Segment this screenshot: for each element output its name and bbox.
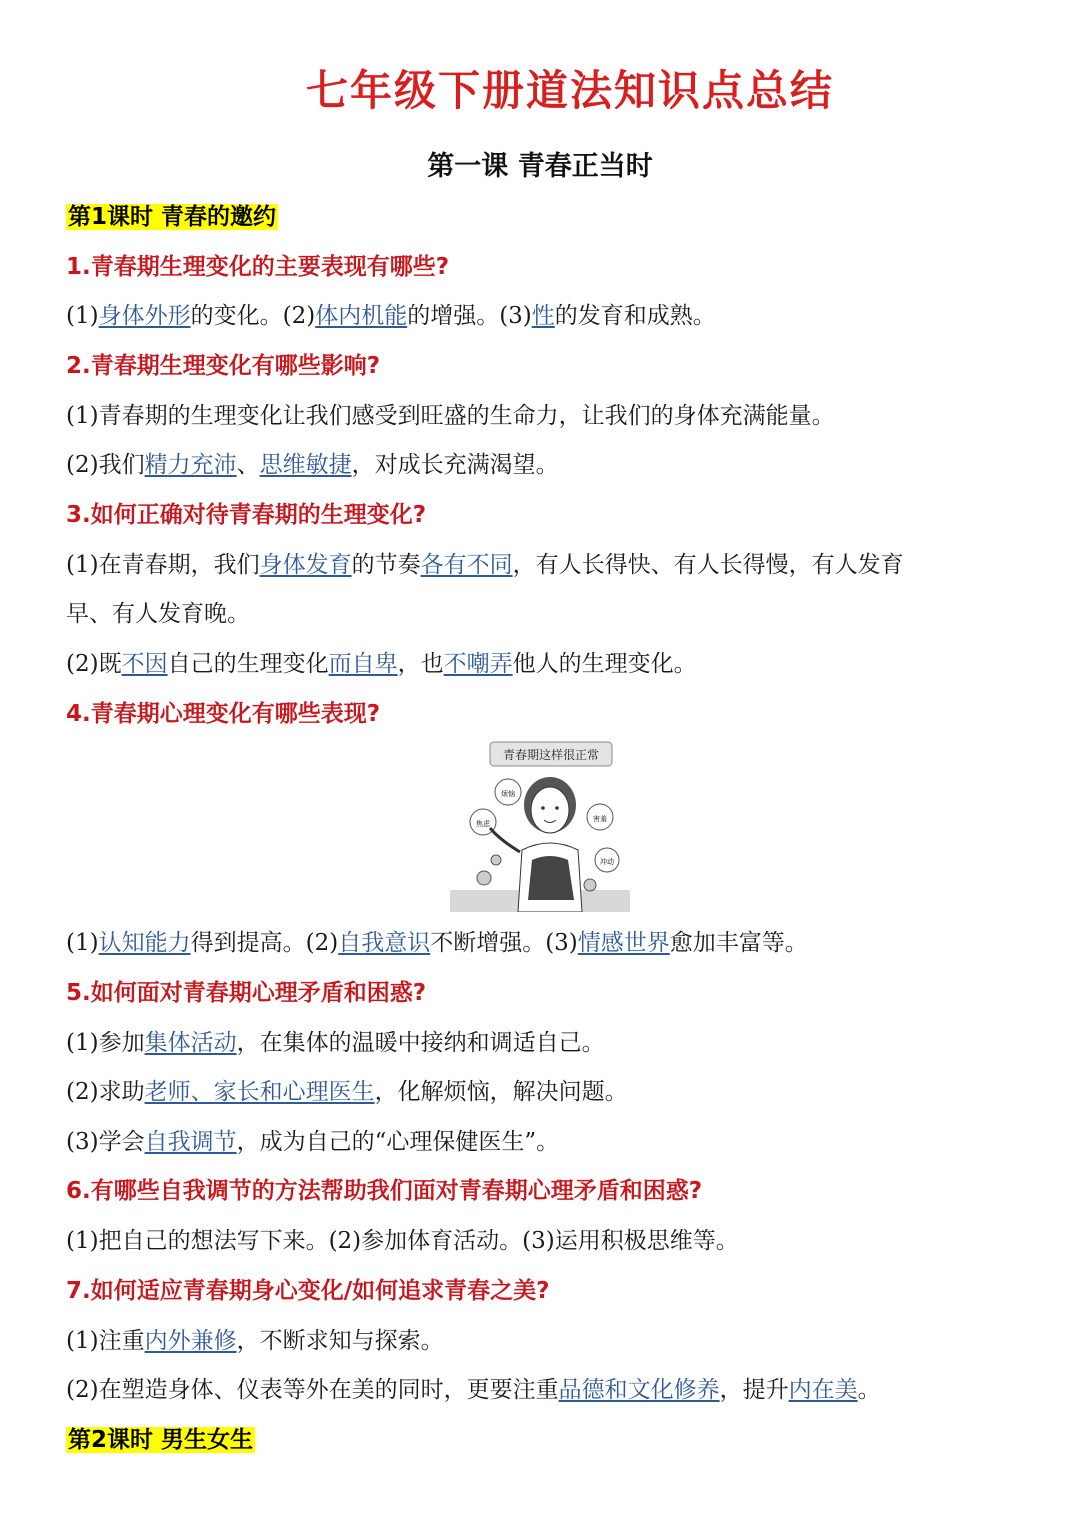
keyword: 内在美 <box>788 1377 858 1403</box>
bubble-label: 焦虑 <box>476 820 490 828</box>
keyword: 认知能力 <box>98 930 191 956</box>
answer-3-2: (2)既不因自己的生理变化而自卑，也不嘲弄他人的生理变化。 <box>66 651 697 677</box>
question-6: 6.有哪些自我调节的方法帮助我们面对青春期心理矛盾和困惑? <box>66 1178 703 1204</box>
answer-5-2: (2)求助老师、家长和心理医生，化解烦恼，解决问题。 <box>66 1079 628 1105</box>
answer-2-1: (1)青春期的生理变化让我们感受到旺盛的生命力，让我们的身体充满能量。 <box>66 403 835 429</box>
question-2: 2.青春期生理变化有哪些影响? <box>66 353 381 379</box>
question-1: 1.青春期生理变化的主要表现有哪些? <box>66 254 450 280</box>
keyword: 品德和文化修养 <box>558 1377 720 1403</box>
answer-3-1-cont: 早、有人发育晚。 <box>66 601 250 627</box>
keyword: 老师、家长和心理医生 <box>144 1079 375 1105</box>
answer-1: (1)身体外形的变化。(2)体内机能的增强。(3)性的发育和成熟。 <box>66 303 716 329</box>
keyword: 精力充沛 <box>144 452 237 478</box>
question-7: 7.如何适应青春期身心变化/如何追求青春之美? <box>66 1278 550 1304</box>
question-3: 3.如何正确对待青春期的生理变化? <box>66 502 427 528</box>
answer-7-1: (1)注重内外兼修，不断求知与探索。 <box>66 1328 444 1354</box>
keyword: 身体发育 <box>259 552 352 578</box>
keyword: 自我意识 <box>338 930 431 956</box>
bubble-label: 害羞 <box>593 815 607 823</box>
keyword: 思维敏捷 <box>259 452 352 478</box>
keyword: 各有不同 <box>420 552 513 578</box>
keyword: 集体活动 <box>144 1030 237 1056</box>
section-heading-1: 第1课时 青春的邀约 <box>68 204 277 230</box>
keyword: 身体外形 <box>98 303 191 329</box>
keyword: 自我调节 <box>144 1129 237 1155</box>
answer-2-2: (2)我们精力充沛、思维敏捷，对成长充满渴望。 <box>66 452 559 478</box>
keyword: 而自卑 <box>328 651 398 677</box>
question-5: 5.如何面对青春期心理矛盾和困惑? <box>66 980 427 1006</box>
keyword: 不嘲弄 <box>443 651 513 677</box>
answer-4: (1)认知能力得到提高。(2)自我意识不断增强。(3)情感世界愈加丰富等。 <box>66 930 808 956</box>
section-heading-2: 第2课时 男生女生 <box>68 1427 254 1453</box>
answer-5-3: (3)学会自我调节，成为自己的“心理保健医生”。 <box>66 1129 560 1155</box>
bubble-label: 烦恼 <box>501 790 515 798</box>
illustration-caption: 青春期这样很正常 <box>502 748 600 762</box>
answer-6: (1)把自己的想法写下来。(2)参加体育活动。(3)运用积极思维等。 <box>66 1228 739 1254</box>
lesson-title: 第一课 青春正当时 <box>427 151 653 182</box>
keyword: 情感世界 <box>577 930 670 956</box>
keyword: 内外兼修 <box>144 1328 237 1354</box>
answer-5-1: (1)参加集体活动，在集体的温暖中接纳和调适自己。 <box>66 1030 605 1056</box>
question-4: 4.青春期心理变化有哪些表现? <box>66 701 381 727</box>
bubble-label: 冲动 <box>600 858 614 866</box>
keyword: 体内机能 <box>315 303 408 329</box>
answer-7-2: (2)在塑造身体、仪表等外在美的同时，更要注重品德和文化修养，提升内在美。 <box>66 1377 881 1403</box>
puberty-illustration <box>450 740 630 912</box>
keyword: 不因 <box>121 651 168 677</box>
answer-3-1: (1)在青春期，我们身体发育的节奏各有不同，有人长得快、有人长得慢，有人发育 <box>66 552 904 578</box>
page-title: 七年级下册道法知识点总结 <box>305 66 834 115</box>
keyword: 性 <box>531 303 555 329</box>
